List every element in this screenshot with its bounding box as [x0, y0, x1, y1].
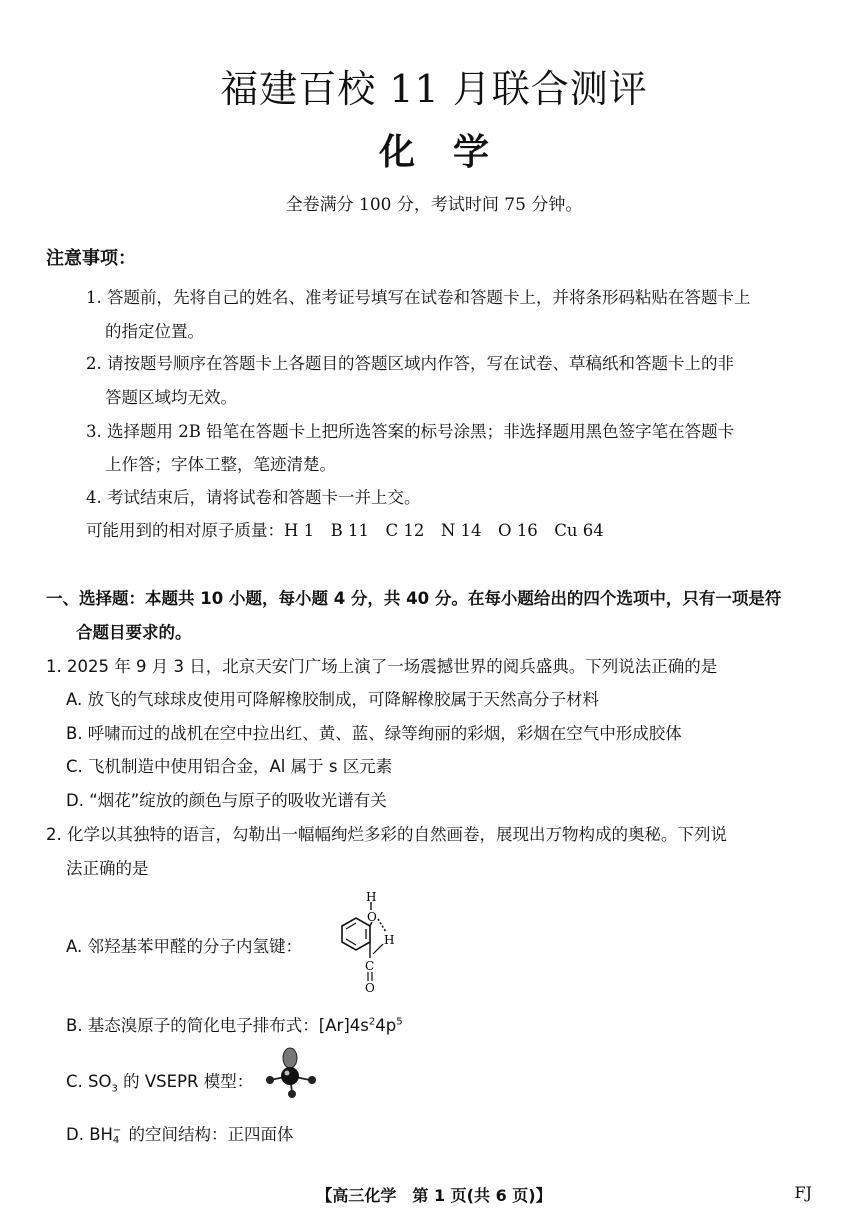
notice-item: 4. 考试结束后，请将试卷和答题卡一并上交。 — [86, 488, 421, 507]
section-heading: 一、选择题：本题共 10 小题，每小题 4 分，共 40 分。在每小题给出的四个选项中，只有一项是符 — [46, 589, 782, 608]
subscript: 4 — [112, 1134, 120, 1146]
atom-o-hydroxyl: O — [367, 910, 377, 924]
question-2-stem-cont: 法正确的是 — [66, 859, 149, 878]
option-d-text: 的空间结构：正四面体 — [123, 1125, 294, 1144]
question-2-option-d — [66, 1121, 294, 1146]
notice-item: 1. 答题前，先将自己的姓名、准考证号填写在试卷和答题卡上，并将条形码粘贴在答题卡上 — [86, 288, 751, 307]
question-2-option-c — [66, 1068, 253, 1094]
exam-meta: 全卷满分 100 分，考试时间 75 分钟。 — [285, 195, 583, 215]
notice-item: 的指定位置。 — [105, 322, 204, 341]
question-2-option-b — [66, 1012, 403, 1036]
option-b-text: B. 基态溴原子的简化电子排布式：[Ar]4s — [66, 1016, 369, 1035]
notice-item: 2. 请按题号顺序在答题卡上各题目的答题区域内作答，写在试卷、草稿纸和答题卡上的非 — [86, 354, 734, 373]
superscript: 2 — [368, 1016, 376, 1028]
option-d-text: D. BH — [66, 1125, 113, 1144]
atom-h-hydroxyl: H — [366, 890, 377, 904]
page-footer: 【高三化学 第 1 页(共 6 页)】 — [316, 1186, 552, 1205]
subject-title: 化学 — [378, 132, 527, 173]
question-1-option-a: A. 放飞的气球球皮使用可降解橡胶制成，可降解橡胶属于天然高分子材料 — [66, 690, 599, 709]
question-1-option-c: C. 飞机制造中使用铝合金，Al 属于 s 区元素 — [66, 757, 393, 776]
atomic-masses: 可能用到的相对原子质量：H 1 B 11 C 12 N 14 O 16 Cu 64 — [86, 521, 604, 540]
atom-o-carbonyl: O — [365, 981, 375, 995]
ion-charge — [113, 1126, 121, 1146]
subscript: 3 — [111, 1083, 118, 1095]
question-2-stem: 2. 化学以其独特的语言，勾勒出一幅幅绚烂多彩的自然画卷，展现出万物构成的奥秘。下列说 — [46, 825, 727, 844]
option-c-text: C. SO — [66, 1072, 112, 1091]
atom-c-carbonyl: C — [365, 959, 375, 973]
vsepr-model-icon — [262, 1046, 332, 1102]
question-1-option-b: B. 呼啸而过的战机在空中拉出红、黄、蓝、绿等绚丽的彩烟，彩烟在空气中形成胶体 — [66, 724, 682, 743]
question-2-option-a: A. 邻羟基苯甲醛的分子内氢键： — [66, 937, 302, 956]
question-1-option-d: D. “烟花”绽放的颜色与原子的吸收光谱有关 — [66, 791, 387, 810]
atom-h-aldehyde: H — [384, 933, 395, 947]
notice-heading: 注意事项： — [46, 248, 136, 269]
option-b-text: 4p — [375, 1016, 397, 1035]
notice-item: 上作答；字体工整，笔迹清楚。 — [105, 455, 336, 474]
option-c-text: 的 VSEPR 模型： — [117, 1072, 254, 1091]
hydrogen-bond-structure — [320, 888, 410, 998]
section-heading-cont: 合题目要求的。 — [76, 623, 192, 642]
superscript: − — [112, 1124, 122, 1136]
superscript: 5 — [396, 1016, 403, 1028]
footer-code: FJ — [794, 1183, 812, 1202]
notice-item: 3. 选择题用 2B 铅笔在答题卡上把所选答案的标号涂黑；非选择题用黑色签字笔在答题卡 — [86, 422, 735, 441]
exam-title: 福建百校 11 月联合测评 — [220, 67, 648, 111]
question-1-stem: 1. 2025 年 9 月 3 日，北京天安门广场上演了一场震撼世界的阅兵盛典。下列说法正确的是 — [46, 657, 718, 676]
notice-item: 答题区域均无效。 — [105, 388, 237, 407]
